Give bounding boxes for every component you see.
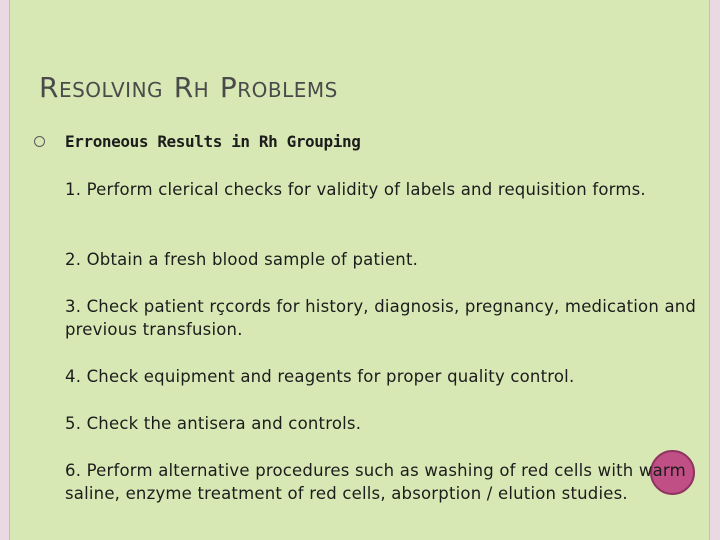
list-item [65,178,705,224]
list-item-text: 2. Obtain a fresh blood sample of patient. [65,250,419,269]
title-cap-3: P [219,71,238,104]
list-item [65,412,705,435]
list-item-text: 5. Check the antisera and controls. [65,414,362,433]
list-item [65,365,705,388]
title-rest-1: ESOLVING [58,78,164,102]
list-item-text: 4. Check equipment and reagents for proper quality control. [65,367,575,386]
list-item [65,295,705,341]
list-item [65,459,705,505]
title-cap-1: R [39,71,59,104]
list-item [65,248,705,271]
subheading: Erroneous Results in Rh Grouping [65,132,361,151]
list-item-text: 1. Perform clerical checks for validity of labels and requisition forms. [65,180,646,199]
title-cap-2: R [173,71,194,104]
list-item-text: 3. Check patient rçcords for history, diagnosis, pregnancy, medication and previous transfusion. [65,297,697,339]
title-rest-2: H [193,78,210,102]
steps-list [65,178,705,529]
subheading-row [34,132,360,151]
hollow-circle-bullet-icon [34,136,45,147]
list-item-text: 6. Perform alternative procedures such as washing of red cells with warm saline, enzyme treatment of red cells, absorption / elution studies. [65,461,686,503]
slide-panel [9,0,710,540]
title-rest-3: ROBLEMS [237,78,338,102]
slide-title [39,70,338,102]
